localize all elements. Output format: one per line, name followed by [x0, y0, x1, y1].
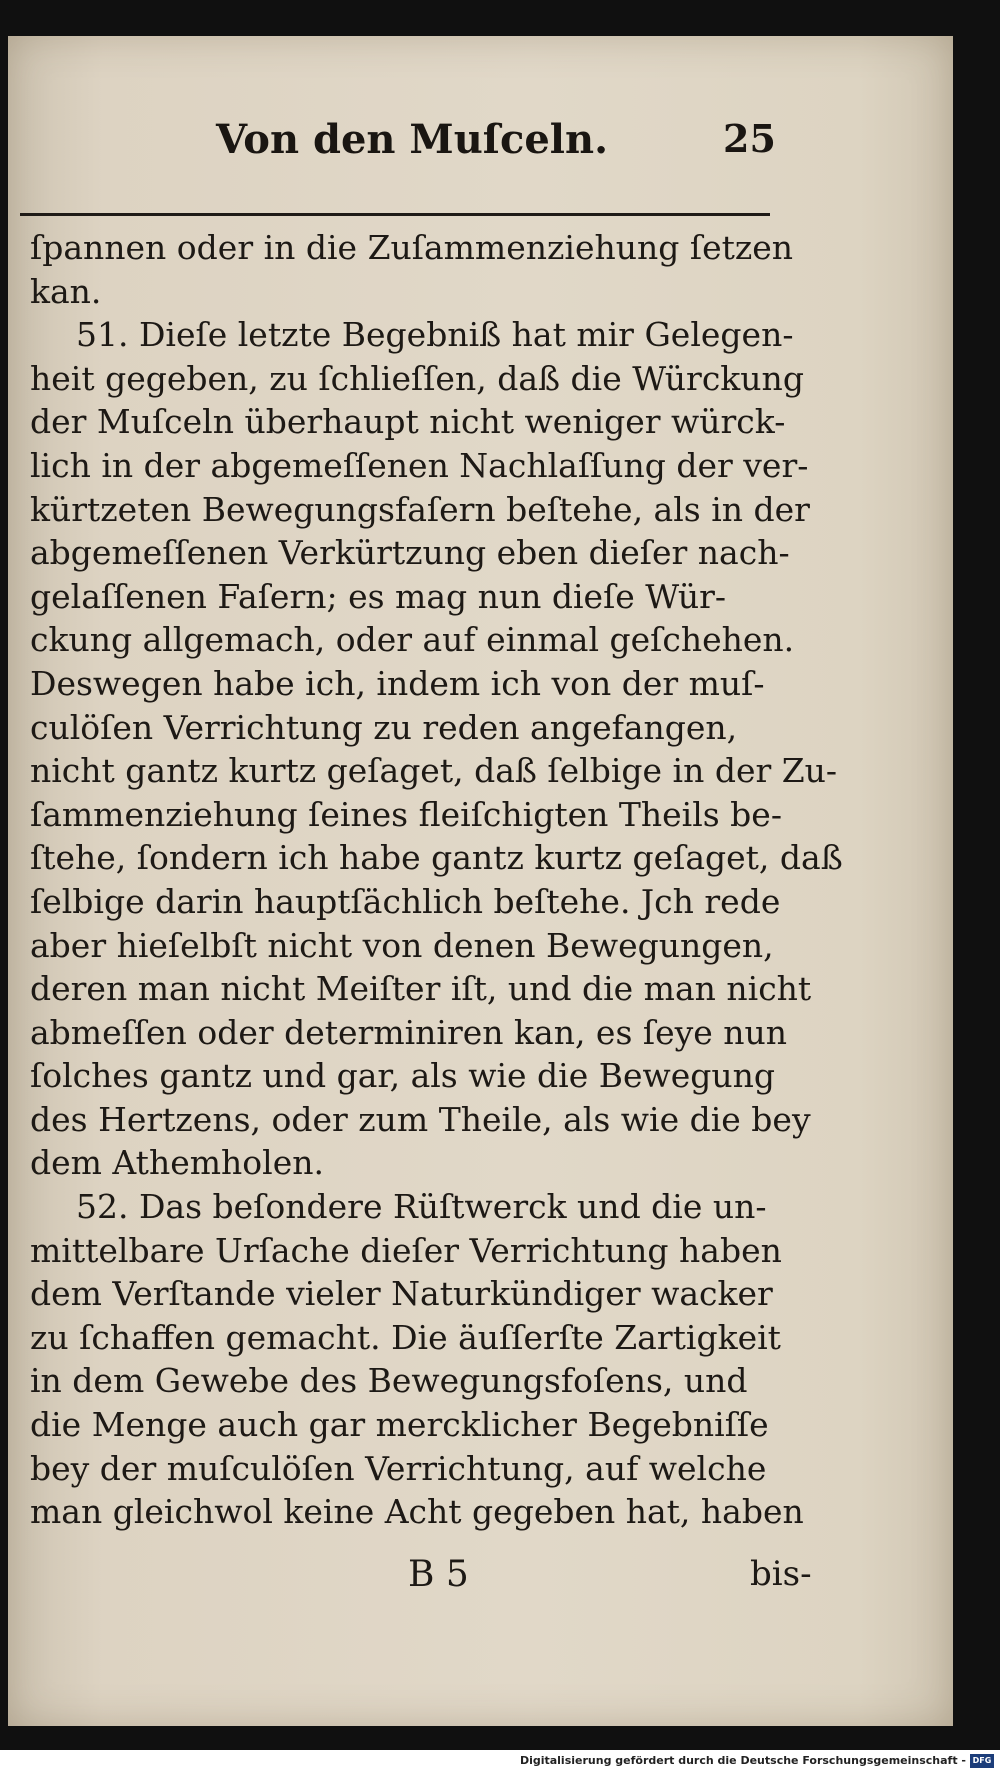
text-line: dem Verſtande vieler Naturkündiger wacker [30, 1274, 773, 1314]
text-line: dem Athemholen. [30, 1143, 324, 1183]
digitization-banner [0, 1750, 1000, 1773]
text-line: ckung allgemach, oder auf einmal geſchehen. [30, 620, 795, 660]
text-line: aber hieſelbſt nicht von denen Bewegungen, [30, 925, 774, 965]
text-line: abmeſſen oder determiniren kan, es ſeye nun [30, 1012, 788, 1052]
text-line: nicht gantz kurtz geſaget, daß ſelbige in der Zu- [30, 751, 838, 791]
text-line: Deswegen habe ich, indem ich von der muſ- [30, 663, 765, 703]
text-line: des Hertzens, oder zum Theile, als wie die bey [30, 1099, 811, 1139]
text-line: ſtehe, ſondern ich habe gantz kurtz geſaget, daß [30, 838, 843, 878]
text-line: mittelbare Urſache dieſer Verrichtung haben [30, 1230, 782, 1270]
text-line: kan. [30, 271, 102, 311]
text-line: deren man nicht Meiſter iſt, und die man nicht [30, 969, 812, 1009]
text-line: ſelbige darin hauptſächlich beſtehe. Jch rede [30, 881, 781, 921]
signature-mark: B 5 [408, 1554, 469, 1595]
text-line: abgemeſſenen Verkürtzung eben dieſer nach- [30, 533, 790, 573]
text-line: ſammenziehung ſeines fleiſchigten Theils be- [30, 794, 782, 834]
text-line: gelaſſenen Faſern; es mag nun dieſe Wür- [30, 576, 727, 616]
header-rule [20, 213, 770, 216]
digitization-credit: Digitalisierung gefördert durch die Deutsche Forschungsgemeinschaft - [519, 1754, 966, 1767]
text-line: ſpannen oder in die Zuſammenziehung ſetzen [30, 228, 794, 267]
dfg-logo-icon: DFG [970, 1754, 994, 1768]
text-line: bey der muſculöſen Verrichtung, auf welche [30, 1448, 767, 1488]
body-text [30, 226, 843, 1534]
running-title: Von den Muſceln. [215, 116, 608, 163]
text-line: man gleichwol keine Acht gegeben hat, haben [30, 1492, 804, 1532]
catchword: bis- [750, 1554, 812, 1594]
page-number: 25 [723, 116, 776, 161]
text-line: kürtzeten Bewegungsfaſern beſtehe, als in der [30, 489, 810, 529]
page-footer [8, 1554, 953, 1604]
paragraph-52-start: 52. Das beſondere Rüſtwerck und die un- [76, 1187, 767, 1227]
paragraph-51-start: 51. Dieſe letzte Begebniß hat mir Gelegen- [76, 315, 794, 355]
text-line: ſolches gantz und gar, als wie die Bewegung [30, 1056, 776, 1096]
text-line: der Muſceln überhaupt nicht weniger würck- [30, 402, 786, 442]
text-line: lich in der abgemeſſenen Nachlaſſung der ver- [30, 445, 809, 485]
book-page [8, 36, 953, 1726]
text-line: zu ſchaffen gemacht. Die äuſſerſte Zartigkeit [30, 1317, 781, 1357]
text-line: die Menge auch gar mercklicher Begebniſſe [30, 1405, 769, 1445]
page-header [8, 116, 953, 186]
text-line: in dem Gewebe des Bewegungsfoſens, und [30, 1361, 748, 1401]
text-line: heit gegeben, zu ſchlieſſen, daß die Würckung [30, 358, 804, 398]
text-line: culöſen Verrichtung zu reden angefangen, [30, 707, 738, 747]
